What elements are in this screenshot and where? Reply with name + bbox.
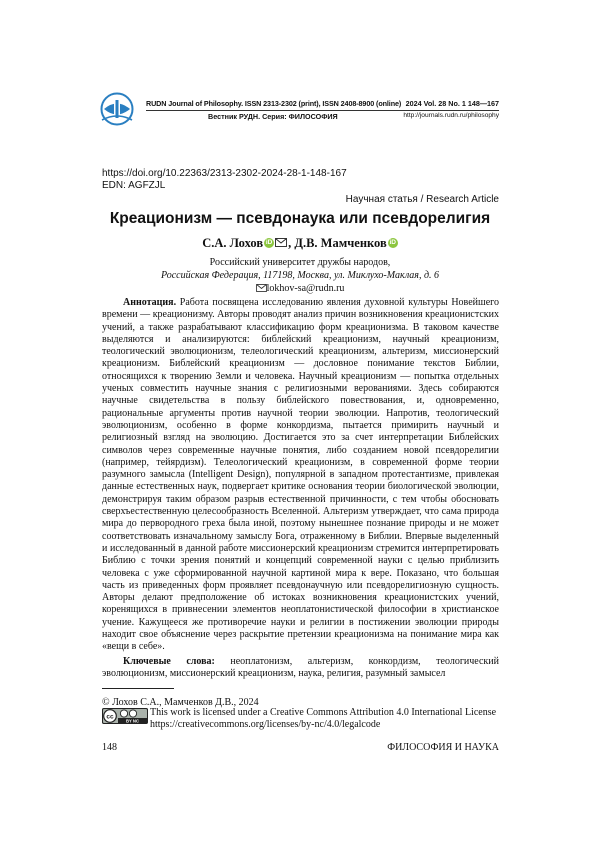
keywords-label: Ключевые слова: (123, 656, 215, 667)
copyright-notice: © Лохов С.А., Мамченков Д.В., 2024 (102, 697, 259, 708)
edn-code: EDN: AGFZJL (102, 180, 347, 192)
author-email[interactable]: lokhov-sa@rudn.ru (267, 283, 345, 294)
cc-license-icon[interactable] (102, 708, 148, 724)
footer-journal-name: ФИЛОСОФИЯ И НАУКА (387, 742, 499, 753)
svg-text:cc: cc (106, 714, 114, 721)
orcid-icon[interactable]: iD (388, 238, 398, 248)
affiliation-address: Российская Федерация, 117198, Москва, ул. Миклухо-Маклая, д. 6 (0, 269, 600, 282)
abstract-paragraph (102, 297, 499, 654)
doi-link[interactable]: https://doi.org/10.22363/2313-2302-2024-28-1-148-167 (102, 168, 347, 180)
affiliation (0, 256, 600, 295)
article-title: Креационизм — псевдонаука или псевдорелигия (0, 210, 600, 228)
license-statement: This work is licensed under a Creative Commons Attribution 4.0 International License (150, 707, 496, 719)
issue-info: 2024 Vol. 28 No. 1 148—167 (406, 99, 499, 108)
page-number: 148 (102, 742, 117, 753)
doi-block (102, 168, 347, 192)
license-text (150, 707, 496, 730)
author-2: , Д.В. Мамченков (288, 236, 387, 250)
rudn-logo-icon (100, 92, 134, 126)
journal-series: Вестник РУДН. Серия: ФИЛОСОФИЯ (208, 112, 338, 121)
footnote-divider (102, 688, 174, 689)
abstract-text: Работа посвящена исследованию явления духовной культуры Новейшего времени — креационизму. Авторы проводят анализ причин возникновения креационистских учений, а также разрабатывают классификацию форм креационизма. В таковом качестве выделяются и анализируются: библейский креационизм, научный креационизм, теологический эволюционизм, телеологический креационизм, альтеризм, миссионерский креационизм. Библейский креационизм — дословное понимание текстов Библии, относящихся к творению Земли и человека. Научный креационизм — попытка отдельных ученых совместить научные знания с религиозными верованиями. Здесь собираются научные свидетельства в пользу библейского повествования, и, одновременно, рациональные аргументы против научной теории эволюции. Напротив, теологический эволюционизм, особенно в форме конкордизма, пытается примирить научный и религиозный взгляд на эволюцию. Достигается это за счет интерпретации Библейских символов через современные научные понятия, либо созданием новой псевдорелигии (например, тейярдизм). Телеологический креационизм, в современной форме теории разумного замысла (Intelligent Design), популярной в западном протестантизме, привлекая данные естественных наук, подвергает критике основания теории биологической эволюции, демонстрируя таким образом разрыв естественной причинности, с тем чтобы обосновать сверхъестественную целесообразность Вселенной. Альтеризм утверждает, что сама природа мира до первородного греха была иной, поэтому нынешнее познание природы и не может соответствовать изначальному замыслу Бога, отраженному в Библии. Впервые выделенный и исследованный в данной работе миссионерский креационизм стремится интерпретировать Библию с точки зрения понятий и концепций современной науки с целью приблизить человека с уже сформированной научной картиной мира к вере. Показано, что большая часть из приведенных форм проявляет псевдонаучную или псевдорелигиозную сущность. Авторы делают предположение об истоках возникновения креационистских учений, коренящихся в привнесении элементов неоплатонистической философии в христианское учение. Кажущееся же противоречие науки и религии в постижении эволюции природы находит свое объяснение через раскрытие претензии креационизма на понимание мира как «вещи в себе». (102, 297, 499, 652)
cc-badge-text: BY NC (126, 718, 139, 723)
envelope-icon (256, 284, 267, 292)
journal-url[interactable]: http://journals.rudn.ru/philosophy (403, 112, 499, 119)
affiliation-university: Российский университет дружбы народов, (0, 256, 600, 269)
authors-line (0, 236, 600, 251)
envelope-icon (275, 238, 287, 247)
affiliation-email-row (0, 282, 600, 295)
orcid-icon[interactable]: iD (264, 238, 274, 248)
header-divider (146, 110, 499, 111)
article-type: Научная статья / Research Article (346, 194, 499, 205)
abstract (102, 297, 499, 680)
journal-title-line: RUDN Journal of Philosophy. ISSN 2313-2302 (print), ISSN 2408-8900 (online) (146, 99, 401, 108)
keywords-text: неоплатонизм, альтеризм, конкордизм, теологический эволюционизм, миссионерский креационизм, наука, религия, разумный замысел (102, 656, 499, 679)
author-1: С.А. Лохов (202, 236, 263, 250)
keywords-paragraph (102, 656, 499, 681)
abstract-label: Аннотация. (123, 297, 176, 308)
license-link[interactable]: https://creativecommons.org/licenses/by-nc/4.0/legalcode (150, 719, 496, 731)
